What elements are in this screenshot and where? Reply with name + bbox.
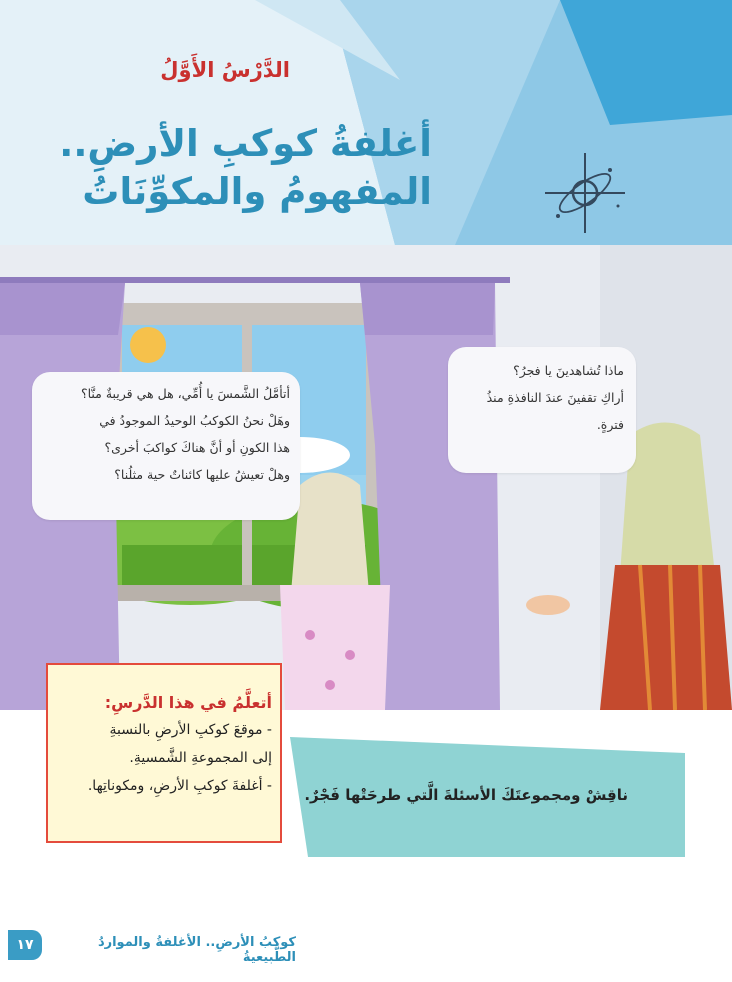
orbit-icon xyxy=(540,148,630,238)
bubble-line: فترةٍ. xyxy=(596,417,624,432)
lesson-header xyxy=(0,0,732,245)
bubble-line: وهَلْ نحنُ الكوكبُ الوحيدُ الموجودُ في xyxy=(99,413,290,428)
objective-item: - موقعَ كوكبِ الأرضِ بالنسبةِ xyxy=(109,722,272,738)
page-number: ١٧ xyxy=(8,930,42,960)
unit-title: كوكبُ الأرضِ.. الأغلفةُ والمواردُ الطَّبيعيةُ xyxy=(97,935,296,965)
learning-objectives-box xyxy=(46,663,282,843)
bubble-line: أراكِ تقفينَ عندَ النافذةِ منذُ xyxy=(486,390,624,405)
title-line-2: المفهومُ والمكوِّنَاتُ xyxy=(82,170,432,213)
learning-objectives-title: أتعلَّمُ في هذا الدَّرسِ: xyxy=(104,693,272,712)
bubble-line: أتأمَّلُ الشَّمسَ يا أُمِّي، هل هي قريبةٌ منَّا؟ xyxy=(80,386,290,401)
lesson-number: الدَّرْسُ الأَوَّلُ xyxy=(160,58,290,82)
bubble-line: وهلْ تعيشُ عليها كائناتٌ حية مثلُنا؟ xyxy=(114,467,290,482)
bubble-line: هذا الكونِ أو أنَّ هناكَ كواكبَ أخرى؟ xyxy=(104,440,290,455)
objective-item: إلى المجموعةِ الشَّمسيةِ. xyxy=(129,750,272,766)
lesson-title xyxy=(12,120,432,216)
bubble-line: ماذا تُشاهدينَ يا فجرُ؟ xyxy=(513,363,624,378)
title-line-1: أغلفةُ كوكبِ الأرضِ.. xyxy=(59,122,432,165)
illustration-scene xyxy=(0,245,732,710)
speech-bubble-mother xyxy=(448,347,636,473)
discussion-prompt: ناقِشْ ومجموعتَكَ الأسئلةَ الَّتي طرحَتْها فَجْرٌ. xyxy=(304,786,628,804)
speech-bubble-daughter xyxy=(32,372,300,520)
objective-item: - أغلفةَ كوكبِ الأرضِ، ومكوناتِها. xyxy=(87,778,272,794)
